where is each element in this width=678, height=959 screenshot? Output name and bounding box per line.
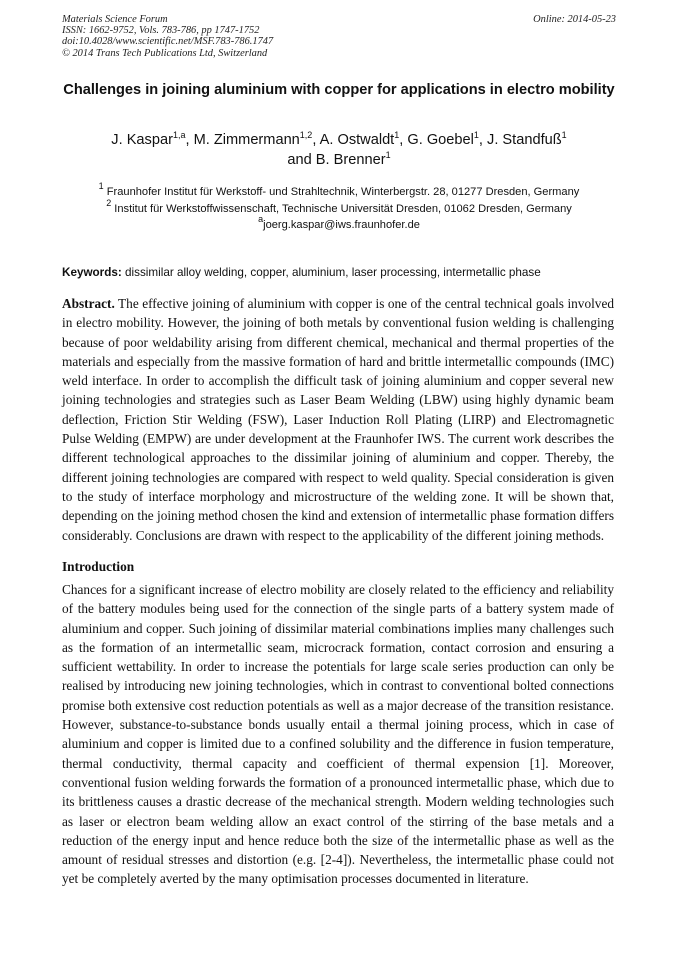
keywords-label: Keywords:: [62, 266, 122, 279]
author: A. Ostwaldt: [319, 132, 395, 148]
introduction-text: Chances for a significant increase of electro mobility are closely related to the efficiency and reliability of the battery modules being used for the connection of the single parts of a battery system made of aluminium and copper. Such joining of dissimilar material combinations implies many challenges such as the formation of an intermetallic seam, microcrack formation, contact corrosion and ensuring a sufficient wettability. In order to increase the potentials for large scale series production can only be realised by introducing new joining technologies, which in contrast to conventional bolted connections promise both extensive cost reduction potentials as well as a major decrease of the transition resistance. However, substance-to-substance bonds usually entail a thermal joining process, which in case of aluminium and copper is limited due to a confined solubility and the difference in fusion temperature, thermal conductivity, thermal capacity and coefficient of thermal expension [1]. Moreover, conventional fusion welding forwards the formation of a pronounced intermetallic phase, which due to its brittleness causes a drastic decrease of the mechanical strength. Modern welding technologies such as laser or electron beam welding allow an exact control of the stirring of the base metals and a reduction of the energy input and hence reduce both the size of the intermetallic phase as well as the amount of residual stresses and distortion (e.g. [2-4]). Nevertheless, the intermetallic phase could not yet be completely averted by the many optimisation processes documented in literature.: [62, 582, 614, 887]
author-affiliation-mark: 1,a: [172, 130, 186, 140]
author-affiliation-mark: 1,2: [299, 130, 313, 140]
affiliation: $^1$ Fraunhofer Institut für Werkstoff- und Strahltechnik, Winterbergstr. 28, 01277 Dresden, Germany: [98, 181, 580, 198]
corresponding-email: $^a$joerg.kaspar@iws.fraunhofer.de: [258, 214, 420, 231]
online-date: Online: 2014-05-23: [533, 14, 616, 25]
issn-line: ISSN: 1662-9752, Vols. 783-786, pp 1747-1752: [62, 25, 260, 37]
copyright-line: © 2014 Trans Tech Publications Ltd, Switzerland: [62, 47, 268, 59]
journal-name: Materials Science Forum: [62, 14, 168, 25]
author: G. Goebel: [407, 132, 474, 148]
author-affiliation-mark: 1: [385, 150, 391, 160]
affiliation-list: [62, 181, 616, 234]
author-affiliation-mark: 1: [394, 130, 400, 140]
author: J. Kaspar: [111, 132, 173, 148]
keywords: [62, 265, 616, 281]
author-affiliation-mark: 1: [561, 130, 567, 140]
doi-line: doi:10.4028/www.scientific.net/MSF.783-786.1747: [62, 36, 274, 48]
keywords-text: dissimilar alloy welding, copper, aluminium, laser processing, intermetallic phase: [121, 266, 541, 279]
author: J. Standfuß: [487, 132, 562, 148]
affiliation: $^2$ Institut für Werkstoffwissenschaft, Technische Universität Dresden, 01062 Dresden, Germany: [106, 197, 572, 215]
abstract: [62, 294, 614, 545]
abstract-text: The effective joining of aluminium with copper is one of the central technical goals involved in electro mobility. However, the joining of both metals by conventional fusion welding is challenging because of poor weldability arising from different chemical, mechanical and thermal properties of the materials and especially from the massive formation of hard and brittle intermetallic compounds (IMC) weld interface. In order to accomplish the difficult task of joining aluminium and copper several new joining technologies and strategies such as Laser Beam Welding (LBW) using highly dynamic beam deflection, Friction Stir Welding (FSW), Laser Induction Roll Plating (LIRP) and Electromagnetic Pulse Welding (EMPW) are under development at the Fraunhofer IWS. The current work describes the different technological approaches to the dissimilar joining of aluminium and copper. Thereby, the different joining technologies are compared with respect to weld quality. Special consideration is given to the study of interface morphology and microstructure of the welding zone. It will be shown that, depending on the joining method chosen the kind and extension of intermetallic phase formation differs considerably. Conclusions are drawn with respect to the applicability of the different joining methods.: [62, 296, 614, 543]
author-affiliation-mark: 1: [473, 130, 479, 140]
section-heading-introduction: Introduction: [62, 559, 135, 574]
author-list: J. Kaspar$^{1,a}$, M. Zimmermann$^{1,2}$, A. Ostwaldt$^1$, G. Goebel$^1$, J. Standfuß$^1$ and B. Brenner$^1$: [111, 130, 567, 168]
paper-title: Challenges in joining aluminium with copper for applications in electro mobility: [63, 82, 615, 98]
author: M. Zimmermann: [193, 132, 300, 148]
abstract-label: Abstract.: [62, 296, 115, 311]
journal-header: [62, 14, 616, 59]
author: and B. Brenner: [287, 152, 386, 168]
